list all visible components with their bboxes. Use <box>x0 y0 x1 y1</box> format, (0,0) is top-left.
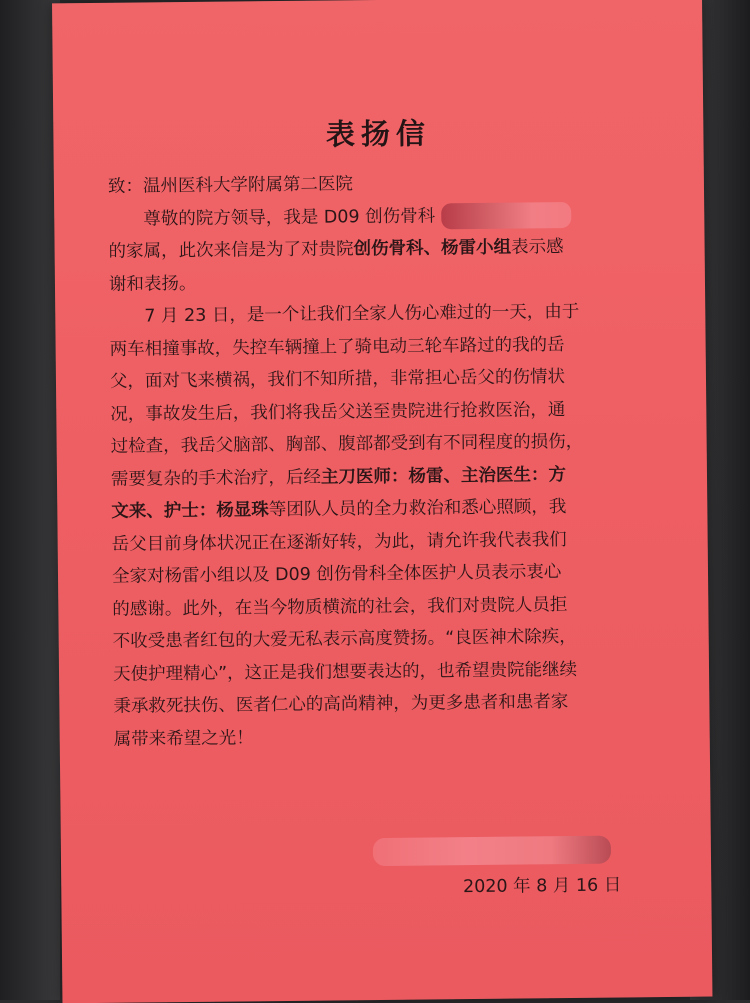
letter-line <box>110 360 630 398</box>
letter-line <box>114 718 634 756</box>
text-segment: 父，面对飞来横祸，我们不知所措，非常担心岳父的伤情状 <box>109 367 566 392</box>
letter-line <box>108 230 628 268</box>
text-segment: 需要复杂的手术治疗，后经 <box>110 467 322 490</box>
letter-date: 2020 年 8 月 16 日 <box>462 875 622 898</box>
text-segment: 属带来希望之光！ <box>113 727 254 750</box>
letter-paper <box>52 0 712 1003</box>
letter-line <box>113 620 633 658</box>
letter-line <box>108 198 628 236</box>
text-segment: 两车相撞事故，失控车辆撞上了骑电动三轮车路过的我的岳 <box>109 334 565 360</box>
text-segment: 的家属，此次来信是为了对贵院 <box>108 239 354 262</box>
letter-body <box>108 165 634 755</box>
recipient-line <box>108 165 628 203</box>
bold-text: 主刀医师：杨雷、主治医生：方 <box>320 464 567 488</box>
letter-line <box>110 425 630 463</box>
letter-line <box>111 458 631 496</box>
text-segment: 7 月 23 日，是一个让我们全家人伤心难过的一天，由于 <box>144 301 580 327</box>
bold-text: 创伤骨科、杨雷小组 <box>353 237 512 260</box>
letter-line <box>113 685 633 723</box>
text-segment: 全家对杨雷小组以及 D09 创伤骨科全体医护人员表示衷心 <box>111 562 562 587</box>
letter-title: 表扬信 <box>325 116 432 152</box>
letter-line <box>113 653 633 691</box>
text-segment: 秉承救死扶伤、医者仁心的高尚精神，为更多患者和患者家 <box>113 692 569 717</box>
text-segment: 过检查，我岳父脑部、胸部、腹部都受到有不同程度的损伤， <box>110 431 584 457</box>
letter-line <box>109 328 629 366</box>
redacted-name <box>441 201 571 228</box>
text-segment: 谢和表扬。 <box>108 273 197 295</box>
recipient-prefix: 致： <box>107 176 144 197</box>
text-segment: 况，事故发生后，我们将我岳父送至贵院进行抢救医治，通 <box>110 399 566 425</box>
letter-line <box>112 588 632 626</box>
letter-line <box>112 523 632 561</box>
letter-line <box>109 295 629 333</box>
text-segment: 天使护理精心”，这正是我们想要表达的，也希望贵院能继续 <box>112 659 578 685</box>
letter-line <box>112 555 632 593</box>
redacted-signature <box>373 836 611 866</box>
text-segment: 表示感 <box>510 237 564 258</box>
desk-background-left <box>0 0 60 1000</box>
letter-paragraphs <box>108 198 634 756</box>
letter-line <box>110 393 630 431</box>
text-segment: 岳父目前身体状况正在逐渐好转，为此，请允许我代表我们 <box>111 529 567 555</box>
text-segment: 尊敬的院方领导，我是 D09 创伤骨科 <box>143 205 436 229</box>
text-segment: 等团队人员的全力救治和悉心照顾，我 <box>268 497 567 521</box>
letter-line <box>111 490 631 528</box>
letter-line <box>109 263 629 301</box>
recipient-name: 温州医科大学附属第二医院 <box>142 174 354 197</box>
bold-text: 文来、护士：杨显珠 <box>111 500 269 522</box>
text-segment: 不收受患者红包的大爱无私表示高度赞扬。“良医神术除疾， <box>112 626 577 652</box>
text-segment: 的感谢。此外，在当今物质横流的社会，我们对贵院人员拒 <box>112 594 568 620</box>
